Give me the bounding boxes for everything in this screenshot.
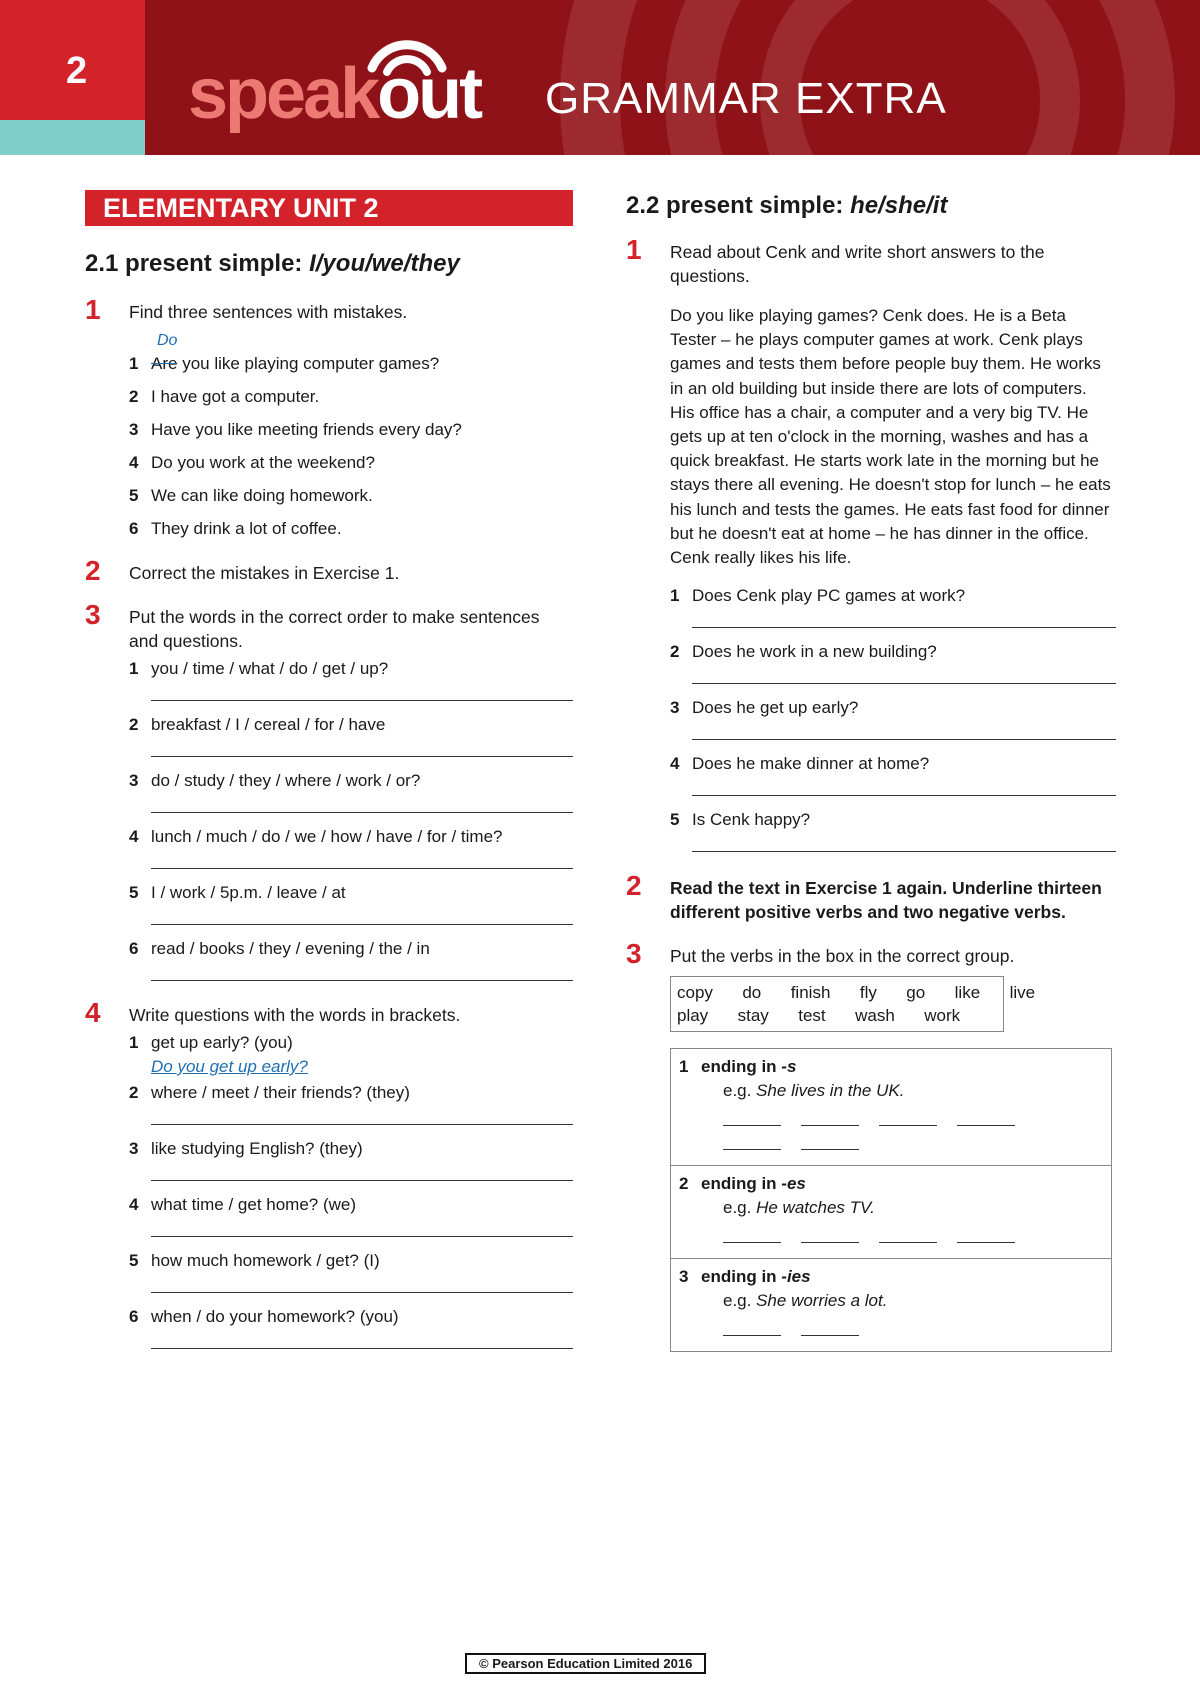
handwritten-answer: Do you get up early? <box>151 1057 308 1076</box>
group-row: 1 ending in -s e.g. She lives in the UK. <box>671 1049 1111 1166</box>
exercise-3 <box>626 938 1116 1352</box>
list-item: 1 Does Cenk play PC games at work? <box>670 586 966 606</box>
unit-tab-accent <box>0 120 145 155</box>
group-row: 2 ending in -es e.g. He watches TV. <box>671 1166 1111 1259</box>
list-item: 3 Does he get up early? <box>670 698 859 718</box>
group-row: 3 ending in -ies e.g. She worries a lot. <box>671 1259 1111 1351</box>
exercise-instruction: Write questions with the words in brackets. <box>129 1005 461 1025</box>
exercise-number: 3 <box>85 599 101 630</box>
exercise-instruction: Find three sentences with mistakes. <box>129 302 408 322</box>
list-item: 2 breakfast / I / cereal / for / have <box>129 715 386 734</box>
section-title-2-2: 2.2 present simple: he/she/it <box>626 192 948 219</box>
list-item: 4 lunch / much / do / we / how / have / for / time? <box>129 827 503 846</box>
item-list <box>129 1031 573 1349</box>
answer-line[interactable] <box>151 979 573 981</box>
unit-bar: ELEMENTARY UNIT 2 <box>85 190 573 226</box>
exercise-2 <box>626 870 1116 924</box>
list-item: 1 get up early? (you) <box>129 1033 293 1052</box>
answer-blanks[interactable] <box>701 1109 1103 1157</box>
answer-line[interactable] <box>151 923 573 925</box>
list-item: 2 Does he work in a new building? <box>670 642 937 662</box>
exercise-instruction: Read about Cenk and write short answers to the questions. <box>670 242 1045 286</box>
answer-line[interactable] <box>692 850 1116 852</box>
answer-blanks[interactable] <box>701 1319 1103 1343</box>
answer-line[interactable] <box>692 794 1116 796</box>
list-item: 4 what time / get home? (we) <box>129 1195 357 1214</box>
exercise-1 <box>85 294 573 541</box>
item-list <box>129 352 573 541</box>
verb-group-table <box>670 1048 1112 1352</box>
list-item: 6 read / books / they / evening / the / in <box>129 939 430 958</box>
answer-line[interactable] <box>151 1123 573 1125</box>
list-item <box>129 1055 573 1079</box>
list-item: 6 when / do your homework? (you) <box>129 1307 399 1326</box>
verb-box <box>670 976 1036 1032</box>
answer-line[interactable] <box>151 1291 573 1293</box>
exercise-3 <box>85 599 573 981</box>
answer-line[interactable] <box>151 1235 573 1237</box>
list-item: 4 Does he make dinner at home? <box>670 754 930 774</box>
exercise-4 <box>85 997 573 1349</box>
list-item: 1 Are you like playing computer games? <box>129 354 440 373</box>
answer-line[interactable] <box>692 626 1116 628</box>
list-item: 3 like studying English? (they) <box>129 1139 363 1158</box>
answer-line[interactable] <box>151 1179 573 1181</box>
exercise-instruction: Put the verbs in the box in the correct group. <box>670 946 1015 967</box>
answer-line[interactable] <box>151 755 573 757</box>
exercise-number: 1 <box>626 234 642 265</box>
list-item: 1 you / time / what / do / get / up? <box>129 659 389 678</box>
copyright-footer: © Pearson Education Limited 2016 <box>465 1653 706 1674</box>
list-item: 6 They drink a lot of coffee. <box>129 519 342 538</box>
list-item: 5 I / work / 5p.m. / leave / at <box>129 883 346 902</box>
exercise-2 <box>85 555 573 586</box>
list-item: 5 We can like doing homework. <box>129 486 373 505</box>
handwritten-correction: Do <box>157 332 178 349</box>
exercise-number: 2 <box>626 870 642 902</box>
list-item: 2 I have got a computer. <box>129 387 320 406</box>
answer-line[interactable] <box>692 738 1116 740</box>
list-item: 5 Is Cenk happy? <box>670 810 811 830</box>
reading-text: Do you like playing games? Cenk does. He is a Beta Tester – he plays computer games at work. Cenk plays games and tests them before people buy them. He works in an old building but inside there are lots of computers. His office has a chair, a computer and a very big TV. He gets up at ten o'clock in the morning, washes and has a quick breakfast. He starts work late in the morning but he stays there all evening. He doesn't stop for lunch – he eats his lunch and tests the games. He eats fast food for dinner but he doesn't eat at home – he has dinner in the office. Cenk really likes his life. <box>670 306 1111 568</box>
exercise-number: 4 <box>85 997 101 1028</box>
list-item: 2 where / meet / their friends? (they) <box>129 1083 410 1102</box>
speakout-logo <box>188 54 481 134</box>
exercise-1 <box>626 234 1116 852</box>
answer-line[interactable] <box>151 699 573 701</box>
answer-line[interactable] <box>151 867 573 869</box>
right-column <box>626 190 1116 1352</box>
logo-speak: speak <box>188 54 378 134</box>
item-list <box>670 584 1116 852</box>
verb-box-line: copy do finish fly go like live <box>677 983 1036 1003</box>
item-list <box>129 657 573 981</box>
header-title: GRAMMAR EXTRA <box>545 74 947 123</box>
list-item: 5 how much homework / get? (I) <box>129 1251 380 1270</box>
section-title-2-1: 2.1 present simple: I/you/we/they <box>85 250 460 277</box>
list-item: 3 Have you like meeting friends every day? <box>129 420 462 439</box>
logo-out: out <box>377 54 481 134</box>
exercise-instruction: Put the words in the correct order to make sentences and questions. <box>129 607 540 651</box>
answer-line[interactable] <box>151 1347 573 1349</box>
exercise-instruction: Correct the mistakes in Exercise 1. <box>129 563 400 583</box>
list-item: 4 Do you work at the weekend? <box>129 453 375 472</box>
answer-line[interactable] <box>151 811 573 813</box>
unit-number: 2 <box>66 50 88 92</box>
page-header <box>0 0 1200 155</box>
answer-line[interactable] <box>692 682 1116 684</box>
exercise-instruction: Read the text in Exercise 1 again. Underline thirteen different positive verbs and two negative verbs. <box>670 878 1102 923</box>
answer-blanks[interactable] <box>701 1226 1103 1250</box>
left-column <box>85 190 573 1349</box>
exercise-number: 2 <box>85 555 101 586</box>
exercise-number: 1 <box>85 294 101 325</box>
exercise-number: 3 <box>626 938 642 970</box>
verb-box-line: play stay test wash work <box>677 1006 961 1026</box>
list-item: 3 do / study / they / where / work / or? <box>129 771 421 790</box>
